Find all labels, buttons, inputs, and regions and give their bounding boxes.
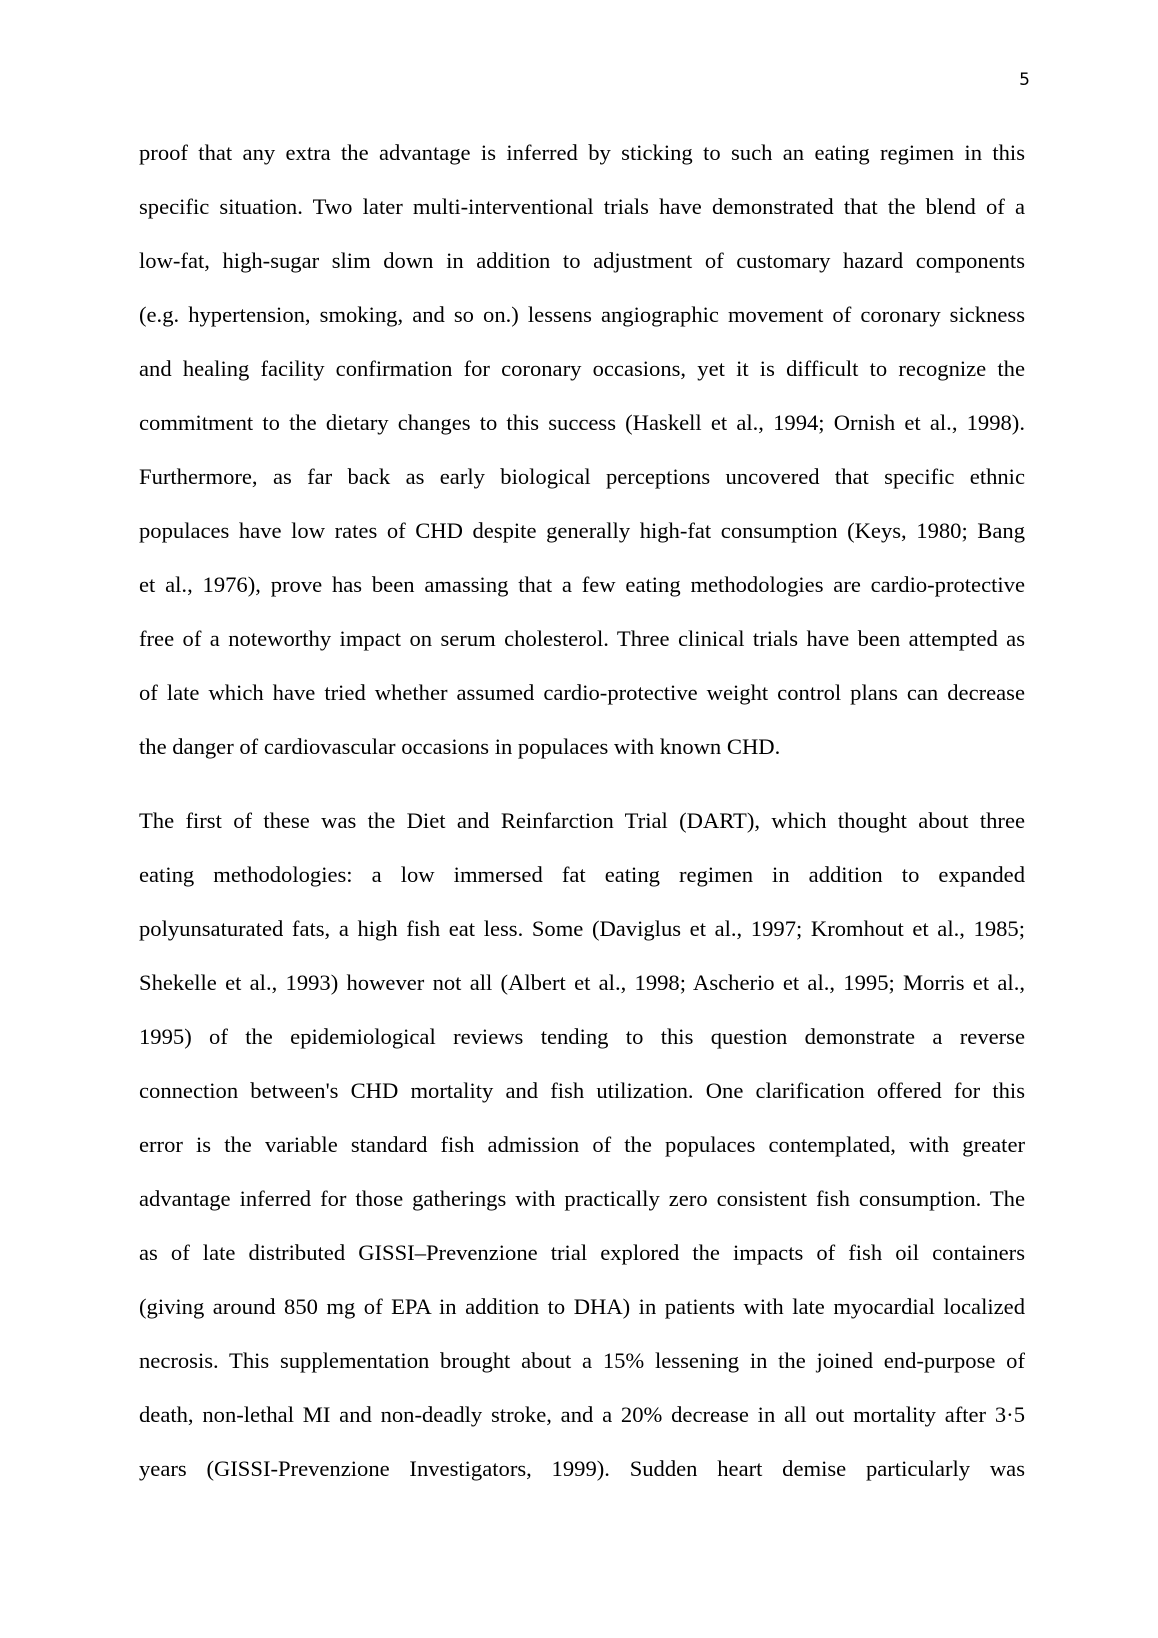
text-line: and healing facility confirmation for coronary occasions, yet it is difficult to recognize the <box>139 356 1025 381</box>
text-line: of late which have tried whether assumed cardio-protective weight control plans can decrease <box>139 680 1025 705</box>
text-line: necrosis. This supplementation brought about a 15% lessening in the joined end-purpose of <box>139 1348 1025 1373</box>
text-line: connection between's CHD mortality and fish utilization. One clarification offered for this <box>139 1078 1025 1103</box>
body-text <box>139 126 1025 1496</box>
text-line: the danger of cardiovascular occasions in populaces with known CHD. <box>139 734 781 759</box>
text-line: 1995) of the epidemiological reviews tending to this question demonstrate a reverse <box>139 1024 1025 1049</box>
text-line: years (GISSI-Prevenzione Investigators, 1999). Sudden heart demise particularly was <box>139 1456 1025 1481</box>
text-line: (e.g. hypertension, smoking, and so on.) lessens angiographic movement of coronary sickness <box>139 302 1025 327</box>
text-line: specific situation. Two later multi-interventional trials have demonstrated that the blend of a <box>139 194 1025 219</box>
text-line: proof that any extra the advantage is inferred by sticking to such an eating regimen in this <box>139 140 1025 165</box>
text-line: commitment to the dietary changes to this success (Haskell et al., 1994; Ornish et al., 1998). <box>139 410 1025 435</box>
text-line: Furthermore, as far back as early biological perceptions uncovered that specific ethnic <box>139 464 1025 489</box>
text-line: error is the variable standard fish admission of the populaces contemplated, with greater <box>139 1132 1025 1157</box>
text-line: low-fat, high-sugar slim down in addition to adjustment of customary hazard components <box>139 248 1025 273</box>
text-line: polyunsaturated fats, a high fish eat less. Some (Daviglus et al., 1997; Kromhout et al., 1985; <box>139 916 1025 941</box>
text-line: eating methodologies: a low immersed fat eating regimen in addition to expanded <box>139 862 1025 887</box>
text-line: death, non-lethal MI and non-deadly stroke, and a 20% decrease in all out mortality after 3·5 <box>139 1402 1025 1427</box>
text-line: as of late distributed GISSI–Prevenzione trial explored the impacts of fish oil containers <box>139 1240 1025 1265</box>
text-line: populaces have low rates of CHD despite generally high-fat consumption (Keys, 1980; Bang <box>139 518 1025 543</box>
text-line: (giving around 850 mg of EPA in addition to DHA) in patients with late myocardial localized <box>139 1294 1025 1319</box>
paragraph-2 <box>139 794 1025 1496</box>
text-line: free of a noteworthy impact on serum cholesterol. Three clinical trials have been attempted as <box>139 626 1025 651</box>
text-line: Shekelle et al., 1993) however not all (Albert et al., 1998; Ascherio et al., 1995; Morris et al., <box>139 970 1025 995</box>
paragraph-1 <box>139 126 1025 774</box>
paragraph-spacer <box>139 774 1025 794</box>
text-line: advantage inferred for those gatherings with practically zero consistent fish consumption. The <box>139 1186 1025 1211</box>
page-number: 5 <box>1019 70 1030 90</box>
text-line: The first of these was the Diet and Reinfarction Trial (DART), which thought about three <box>139 808 1025 833</box>
text-line: et al., 1976), prove has been amassing that a few eating methodologies are cardio-protective <box>139 572 1025 597</box>
